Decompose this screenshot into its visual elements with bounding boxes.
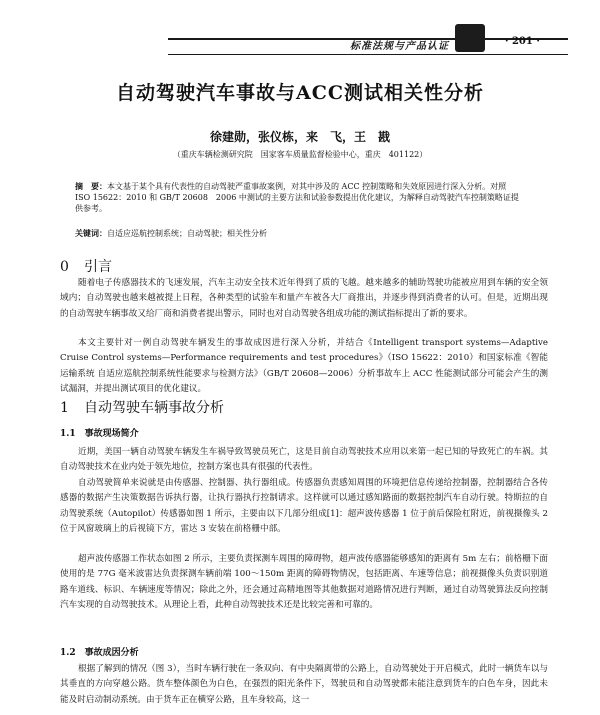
subsection-heading — [60, 645, 139, 658]
paragraph: 近期，美国一辆自动驾驶车辆发生车祸导致驾驶员死亡，这是目前自动驾驶技术应用以来第一起已知的导致死亡的车祸。其自动驾驶技术在业内处于领先地位，控制方案也具有很强的代表性。 — [60, 447, 548, 473]
affiliation: （重庆车辆检测研究院 国家客车质量监督检验中心，重庆 401122） — [172, 150, 428, 159]
section-title: 自动驾驶车辆事故分析 — [84, 400, 224, 416]
section-title: 引言 — [84, 259, 112, 275]
paragraph: 超声波传感器工作状态如图 2 所示，主要负责探测车周围的障碍物，超声波传感器能够感知的距离有 5m 左右；前格栅下面使用的是 77G 毫米波雷达负责探测车辆前端 100～150m 距离的障碍物情况，包括距离、车速等信息；前视摄像头负责识别道路车道线、标识、车辆速度等情况；除此之外，还会通过高精地图等其他数据对道路情况进行判断，通过自动驾驶算法反向控制汽车实现的自动驾驶技术。从理论上看，此种自动驾驶技术还是比较完善和可靠的。 — [60, 554, 548, 610]
abstract-label: 摘 要： — [75, 181, 107, 191]
keywords — [75, 228, 520, 239]
subsection-heading — [60, 426, 139, 439]
subsection-title: 事故现场简介 — [84, 429, 139, 439]
author-list: 徐建勋，张仪栋，来 飞，王 戡 — [209, 130, 390, 144]
section-heading — [60, 397, 224, 417]
abstract-text: 本文基于某个具有代表性的自动驾驶严重事故案例，对其中涉及的 ACC 控制策略和失效原因进行深入分析。对照 ISO 15622：2010 和 GB/T 20608 2006 中测试的主要方法和试验参数提出优化建议，为解释自动驾驶汽车控制策略证提供参考。 — [75, 182, 519, 213]
paragraph: 自动驾驶简单来说就是由传感器、控制器、执行器组成。传感器负责感知周围的环境把信息传递给控制器，控制器结合各传感器的数据产生决策数据告诉执行器，让执行器执行控制请求。这样就可以通过感知路面的数据控制汽车自动行驶。特斯拉的自动驾驶系统（Autopilot）传感器如图 1 所示，主要由以下几部分组成[1]：超声波传感器 1 位于前后保险杠附近，前视摄像头 2 位于风窗玻璃上的后视镜下方，雷达 3 安装在前格栅中部。 — [60, 478, 548, 534]
subsection-title: 事故成因分析 — [84, 648, 139, 658]
keywords-label: 关键词： — [75, 228, 107, 238]
subsection-number: 1.2 — [60, 648, 76, 658]
section-number: 0 — [60, 259, 69, 275]
subsection-number: 1.1 — [60, 429, 76, 439]
abstract — [75, 181, 520, 214]
paragraph: 本文主要针对一例自动驾驶车辆发生的事故成因进行深入分析，并结合《Intelligent transport systems—Adaptive Cruise Control systems—Performance requirements and test procedures》（ISO 15622：2010）和国家标准《智能运输系统 自适应巡航控制系统性能要求与检测方法》（GB/T 20608—2006）分析事故车上 ACC 性能测试部分可能会产生的测试漏洞，并提出测试项目的优化建议。 — [60, 338, 548, 394]
running-header — [0, 0, 600, 58]
paragraph: 根据了解到的情况（图 3），当时车辆行驶在一条双向、有中央隔离带的公路上，自动驾驶处于开启模式，此时一辆货车以与其垂直的方向穿越公路。货车整体颜色为白色，在强烈的阳光条件下，驾驶员和自动驾驶都未能注意到货车的白色车身，因此未能及时启动制动系统。由于货车正在横穿公路，且车身较高，这一 — [60, 664, 548, 705]
section-heading — [60, 256, 112, 276]
paragraph: 随着电子传感器技术的飞速发展，汽车主动安全技术近年得到了质的飞越。越来越多的辅助驾驶功能被应用到车辆的安全领域内；自动驾驶也越来越被提上日程，各种类型的试验车和量产车被各大厂商推出，并逐步得到消费者的认可。但是，近期出现的自动驾驶车辆事故又给厂商和消费者提出警示，同时也对自动驾驶各组成功能的测试指标提出了新的要求。 — [60, 278, 548, 319]
page-number: · 201 · — [505, 36, 540, 47]
paper-title: 自动驾驶汽车事故与ACC测试相关性分析 — [116, 82, 484, 104]
keywords-text: 自适应巡航控制系统；自动驾驶；相关性分析 — [107, 229, 267, 238]
journal-name: 标准法规与产品认证 — [350, 41, 449, 52]
scan-smudge — [455, 24, 485, 52]
section-number: 1 — [60, 400, 69, 416]
